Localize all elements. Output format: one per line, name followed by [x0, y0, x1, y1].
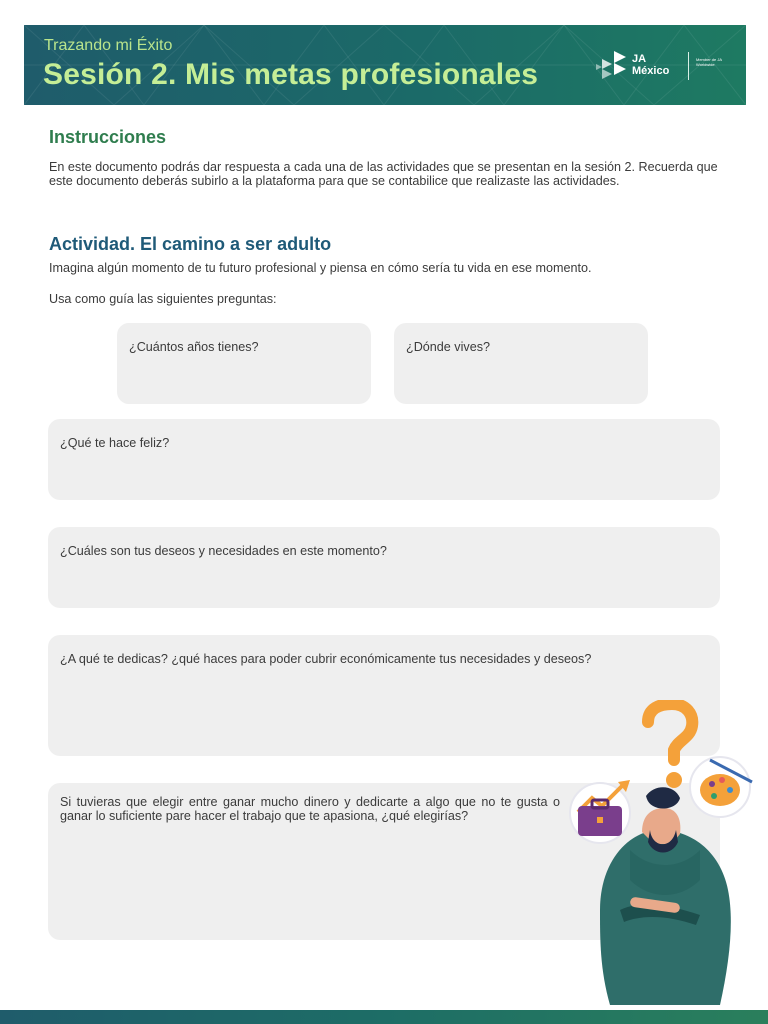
- instructions-text: En este documento podrás dar respuesta a cada una de las actividades que se presentan en la sesión 2. Recuerda que este documento deberás subirlo a la plataforma para que se contabilice que realizaste las actividades.: [49, 160, 718, 188]
- answer-box-happy[interactable]: [48, 419, 720, 500]
- header-banner: [24, 25, 746, 105]
- logo-divider: [688, 52, 689, 80]
- palette-icon: [690, 757, 752, 817]
- ja-logo-icon: [596, 49, 630, 83]
- activity-title: Actividad. El camino a ser adulto: [49, 234, 332, 254]
- question-happy: ¿Qué te hace feliz?: [60, 436, 170, 450]
- activity-guide: Usa como guía las siguientes preguntas:: [49, 292, 277, 306]
- answer-box-wishes[interactable]: [48, 527, 720, 608]
- logo-member-text: Member de JA Worldwide: [696, 57, 722, 67]
- logo-text: [632, 53, 669, 77]
- question-choice: Si tuvieras que elegir entre ganar mucho dinero y dedicarte a algo que no te gusta o ganar lo suficiente pare hacer el trabajo que te apasiona, ¿qué elegirías?: [60, 795, 560, 823]
- instructions-title: Instrucciones: [49, 127, 167, 147]
- question-work: ¿A qué te dedicas? ¿qué haces para poder cubrir económicamente tus necesidades y deseos?: [60, 652, 592, 666]
- ja-mexico-logo: [596, 49, 736, 83]
- answer-box-age[interactable]: [117, 323, 371, 404]
- logo-line2: México: [632, 65, 670, 77]
- activity-intro: Imagina algún momento de tu futuro profesional y piensa en cómo sería tu vida en ese momento.: [49, 261, 592, 275]
- question-wishes: ¿Cuáles son tus deseos y necesidades en este momento?: [60, 544, 387, 558]
- thinking-person-illustration: [560, 700, 760, 1005]
- question-mark-icon: [648, 704, 692, 788]
- question-age: ¿Cuántos años tienes?: [129, 340, 259, 354]
- footer-bar: [0, 1010, 768, 1024]
- briefcase-icon: [570, 780, 630, 843]
- header-kicker: Trazando mi Éxito: [44, 37, 173, 54]
- question-where: ¿Dónde vives?: [406, 340, 490, 354]
- logo-line1: JA: [632, 53, 647, 65]
- answer-box-where[interactable]: [394, 323, 648, 404]
- page-title: Sesión 2. Mis metas profesionales: [43, 58, 539, 91]
